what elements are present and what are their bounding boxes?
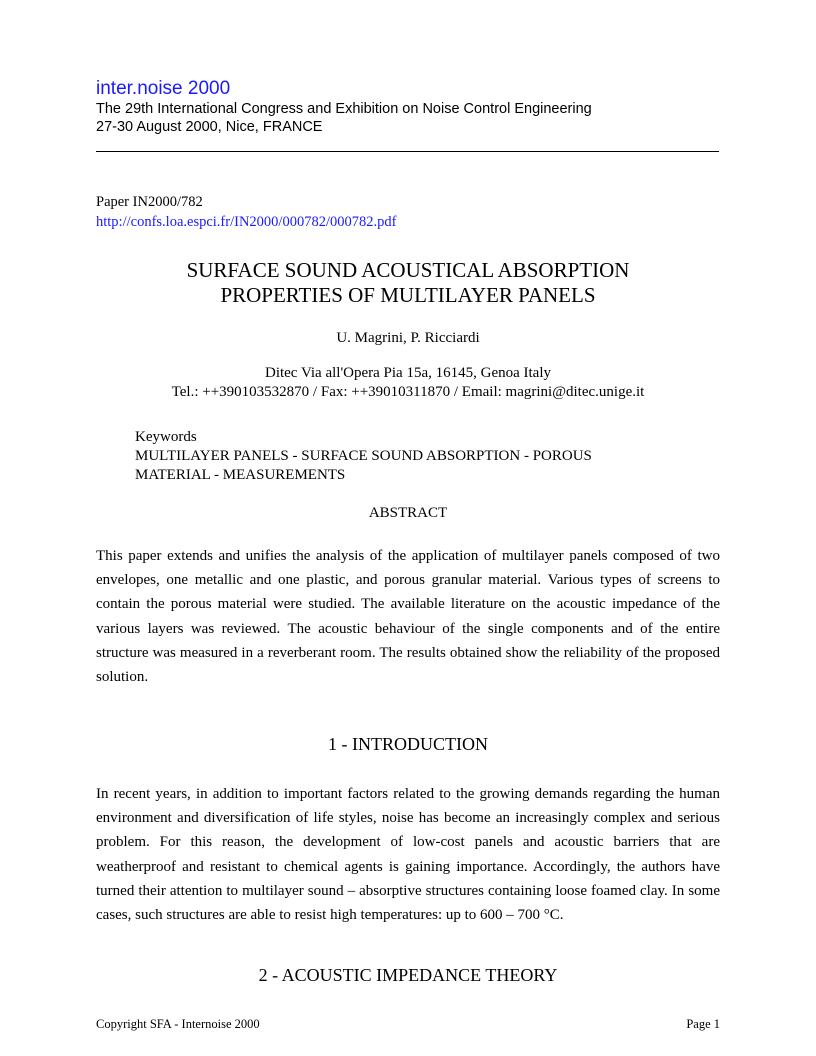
conference-dates-location: 27-30 August 2000, Nice, FRANCE xyxy=(96,119,323,135)
conference-subtitle: The 29th International Congress and Exhibition on Noise Control Engineering xyxy=(96,101,592,117)
introduction-text: In recent years, in addition to important factors related to the growing demands regarding the human environment and diversification of life styles, noise has become an increasingly complex and serious problem. For this reason, the development of low-cost panels and acoustic barriers that are weatherproof and resistant to chemical agents is gaining importance. Accordingly, the authors have turned their attention to multilayer sound – absorptive structures containing loose foamed clay. In some cases, such structures are able to resist high temperatures: up to 600 – 700 °C. xyxy=(96,786,720,924)
keywords-line-1: MULTILAYER PANELS - SURFACE SOUND ABSORPTION - POROUS xyxy=(135,448,592,464)
affiliation-address: Ditec Via all'Opera Pia 15a, 16145, Genoa Italy xyxy=(264,365,552,381)
conference-header xyxy=(96,78,720,136)
paper-url-link[interactable]: http://confs.loa.espci.fr/IN2000/000782/000782.pdf xyxy=(96,214,397,230)
affiliation-contact: Tel.: ++390103532870 / Fax: ++39010311870 / Email: magrini@ditec.unige.it xyxy=(171,384,645,400)
keywords-line-2: MATERIAL - MEASUREMENTS xyxy=(135,467,346,483)
abstract-heading: ABSTRACT xyxy=(368,505,448,521)
paper-title xyxy=(96,258,720,308)
footer-copyright: Copyright SFA - Internoise 2000 xyxy=(96,1017,260,1031)
paper-id: Paper IN2000/782 xyxy=(96,194,203,210)
paper-authors: U. Magrini, P. Ricciardi xyxy=(336,330,480,346)
keywords-block xyxy=(135,428,720,485)
conference-name: inter.noise 2000 xyxy=(96,78,231,99)
header-divider xyxy=(96,151,719,152)
footer-page-number: Page 1 xyxy=(686,1017,720,1031)
paper-title-line-1: SURFACE SOUND ACOUSTICAL ABSORPTION xyxy=(186,258,630,282)
keywords-label: Keywords xyxy=(135,429,197,445)
section-heading-acoustic-impedance: 2 - ACOUSTIC IMPEDANCE THEORY xyxy=(258,965,558,985)
section-heading-introduction: 1 - INTRODUCTION xyxy=(328,734,488,754)
paper-title-line-2: PROPERTIES OF MULTILAYER PANELS xyxy=(220,283,596,307)
abstract-text: This paper extends and unifies the analysis of the application of multilayer panels composed of two envelopes, one metallic and one plastic, and porous granular material. Various types of screens to contain the porous material were studied. The available literature on the acoustic impedance of the various layers was reviewed. The acoustic behaviour of the single components and of the entire structure was measured in a reverberant room. The results obtained show the reliability of the proposed solution. xyxy=(96,548,720,686)
author-affiliation xyxy=(96,364,720,402)
